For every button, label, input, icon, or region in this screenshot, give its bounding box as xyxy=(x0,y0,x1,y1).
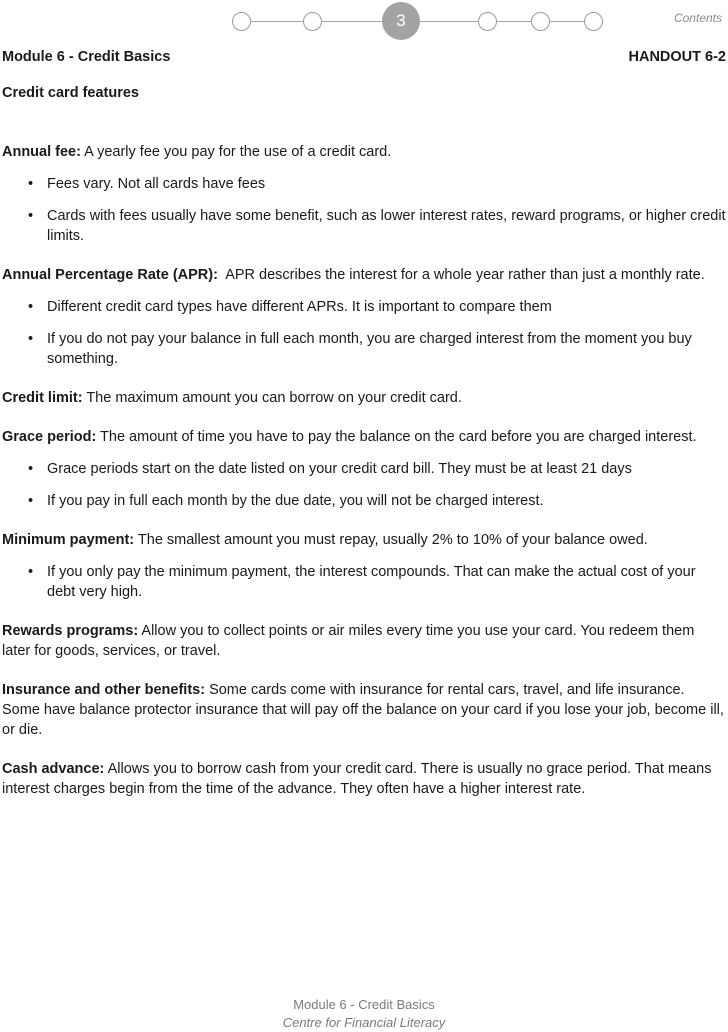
grace-period-paragraph xyxy=(2,427,726,447)
apr-paragraph xyxy=(2,265,726,285)
credit-limit-term: Credit limit: xyxy=(2,390,83,406)
apr-bullets xyxy=(2,297,726,369)
list-item: • If you do not pay your balance in full each month, you are charged interest from the moment you buy something. xyxy=(28,331,692,367)
bullet-text: Fees vary. Not all cards have fees xyxy=(47,176,266,192)
list-item: • Cards with fees usually have some benefit, such as lower interest rates, reward programs, or higher credit limits. xyxy=(28,208,726,244)
minimum-payment-term: Minimum payment: xyxy=(2,532,135,548)
page-footer xyxy=(0,996,728,1032)
bullet-text: Grace periods start on the date listed on your credit card bill. They must be at least 21 days xyxy=(47,461,632,477)
list-item: • If you pay in full each month by the due date, you will not be charged interest. xyxy=(28,493,544,509)
annual-fee-definition: A yearly fee you pay for the use of a credit card. xyxy=(80,144,392,160)
bullet-text: If you do not pay your balance in full each month, you are charged interest from the moment you buy something. xyxy=(47,331,692,367)
list-item: • Grace periods start on the date listed on your credit card bill. They must be at least 21 days xyxy=(28,461,632,477)
module-title: Module 6 - Credit Basics xyxy=(2,49,171,65)
annual-fee-bullets xyxy=(2,174,726,246)
nav-page-4-dot[interactable] xyxy=(478,12,497,31)
cash-advance-paragraph xyxy=(2,759,726,799)
nav-page-2-dot[interactable] xyxy=(303,12,322,31)
page-navigation xyxy=(0,0,728,46)
insurance-definition: Some cards come with insurance for rental cars, travel, and life insurance. Some have balance protector insurance that will pay off the balance on your card if you lose your job, become ill, or die. xyxy=(2,682,724,738)
rewards-programs-paragraph xyxy=(2,621,726,661)
handout-label: HANDOUT 6-2 xyxy=(628,49,726,65)
cash-advance-definition: Allows you to borrow cash from your credit card. There is usually no grace period. That means interest charges begin from the time of the advance. They often have a higher interest rate. xyxy=(2,761,712,797)
section-title: Credit card features xyxy=(2,85,139,101)
minimum-payment-paragraph xyxy=(2,530,726,550)
annual-fee-paragraph xyxy=(2,142,726,162)
nav-page-6-dot[interactable] xyxy=(584,12,603,31)
apr-term: Annual Percentage Rate (APR): xyxy=(2,267,218,283)
list-item: • Fees vary. Not all cards have fees xyxy=(28,176,266,192)
page-header xyxy=(2,49,726,69)
footer-organization: Centre for Financial Literacy xyxy=(282,1015,446,1030)
nav-line-right xyxy=(420,21,594,22)
cash-advance-term: Cash advance: xyxy=(2,761,105,777)
insurance-term: Insurance and other benefits: xyxy=(2,682,206,698)
credit-limit-paragraph xyxy=(2,388,726,408)
grace-period-term: Grace period: xyxy=(2,429,97,445)
bullet-text: If you only pay the minimum payment, the interest compounds. That can make the actual cost of your debt very high. xyxy=(47,564,696,600)
nav-page-5-dot[interactable] xyxy=(531,12,550,31)
nav-current-page: 3 xyxy=(382,2,420,40)
credit-limit-definition: The maximum amount you can borrow on your credit card. xyxy=(82,390,462,406)
bullet-text: If you pay in full each month by the due date, you will not be charged interest. xyxy=(47,493,544,509)
bullet-text: Cards with fees usually have some benefit, such as lower interest rates, reward programs, or higher credit limits. xyxy=(47,208,726,244)
nav-page-1-dot[interactable] xyxy=(232,12,251,31)
list-item: • If you only pay the minimum payment, the interest compounds. That can make the actual cost of your debt very high. xyxy=(28,564,696,600)
apr-definition: APR describes the interest for a whole year rather than just a monthly rate. xyxy=(217,267,705,283)
minimum-payment-bullets xyxy=(2,562,726,602)
rewards-programs-definition: Allow you to collect points or air miles every time you use your card. You redeem them later for goods, services, or travel. xyxy=(2,623,695,659)
annual-fee-term: Annual fee: xyxy=(2,144,81,160)
rewards-programs-term: Rewards programs: xyxy=(2,623,139,639)
minimum-payment-definition: The smallest amount you must repay, usually 2% to 10% of your balance owed. xyxy=(134,532,648,548)
grace-period-bullets xyxy=(2,459,726,511)
list-item: • Different credit card types have different APRs. It is important to compare them xyxy=(28,299,552,315)
handout-content xyxy=(2,142,726,818)
insurance-paragraph xyxy=(2,680,726,740)
grace-period-definition: The amount of time you have to pay the balance on the card before you are charged interest. xyxy=(96,429,697,445)
contents-link[interactable]: Contents xyxy=(673,11,722,25)
bullet-text: Different credit card types have different APRs. It is important to compare them xyxy=(47,299,552,315)
footer-module: Module 6 - Credit Basics xyxy=(293,997,435,1012)
